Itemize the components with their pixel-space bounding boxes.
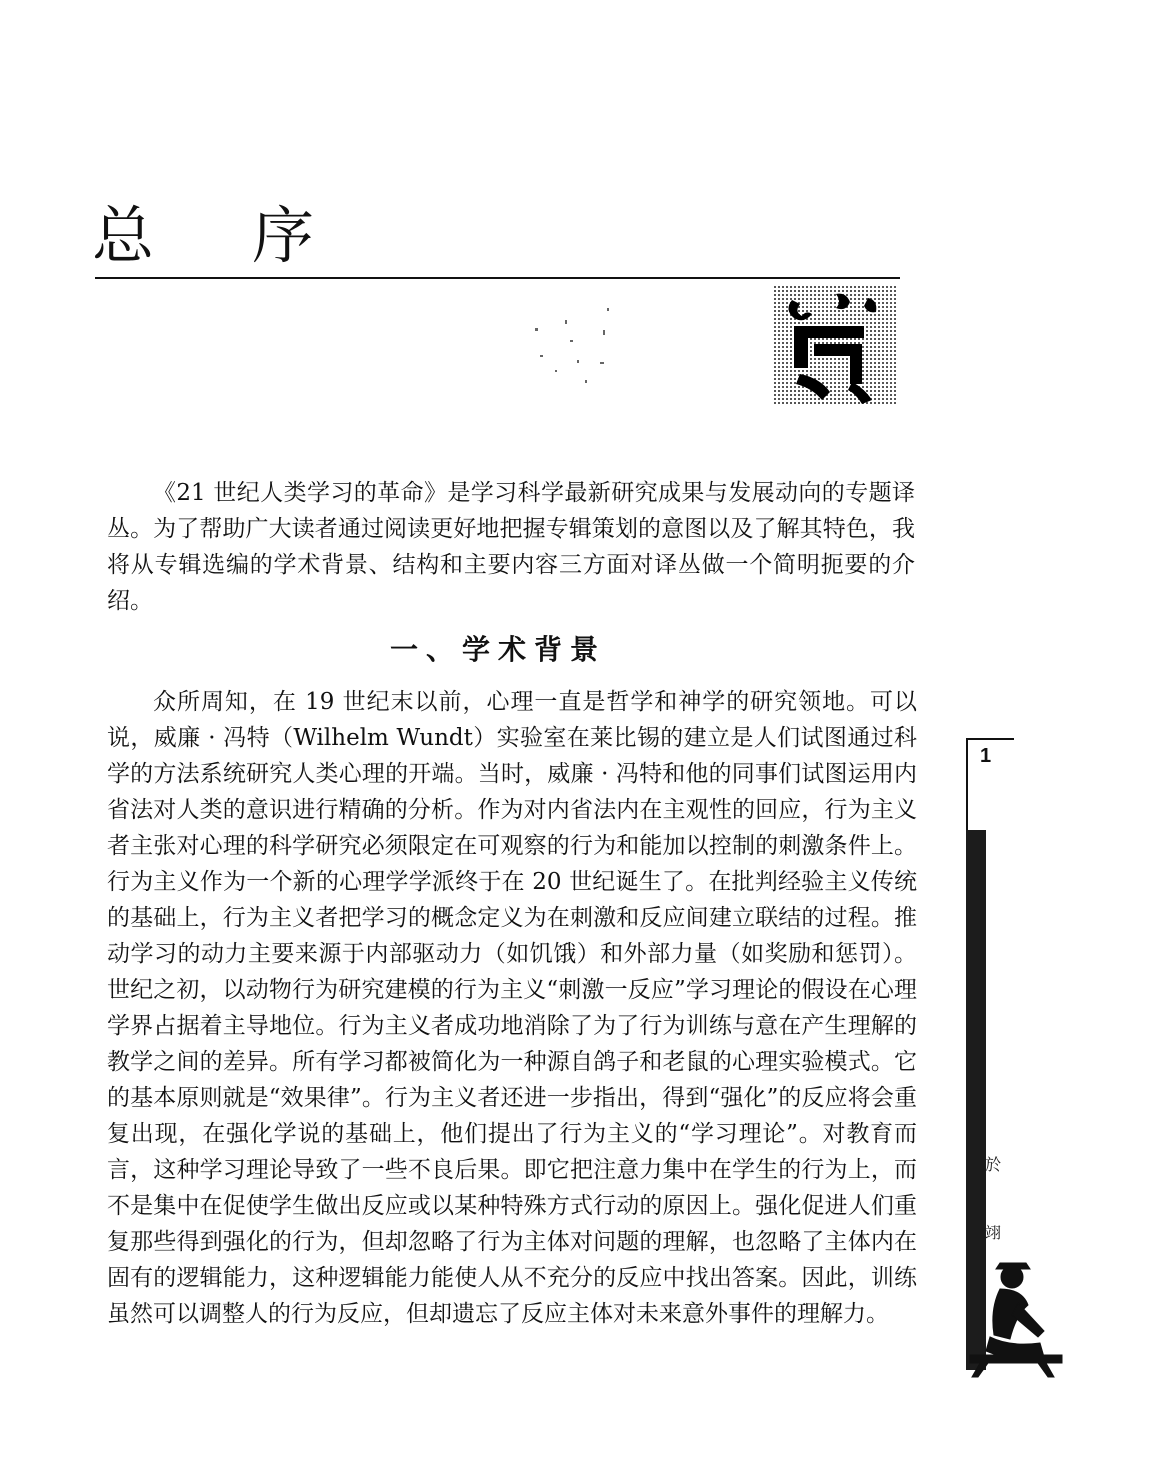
title-rule bbox=[95, 277, 900, 279]
page-number: 1 bbox=[980, 745, 992, 767]
title-char-1: 总 bbox=[92, 199, 155, 272]
title-char-2: 序 bbox=[252, 199, 315, 272]
section-paragraph: 众所周知，在 19 世纪末以前，心理一直是哲学和神学的研究领地。可以说，威廉 · 冯特（Wilhelm Wundt）实验室在莱比锡的建立是人们试图通过科学的方法系统研究人类心理的开端。当时，威廉 · 冯特和他的同事们试图运用内省法对人类的意识进行精确的分析。作为对内省法内在主观性的回应，行为主义者主张对心理的科学研究必须限定在可观察的行为和能加以控制的刺激条件上。行为主义作为一个新的心理学学派终于在 20 世纪诞生了。在批判经验主义传统的基础上，行为主义者把学习的概念定义为在刺激和反应间建立联结的过程。推动学习的动力主要来源于内部驱动力（如饥饿）和外部力量（如奖励和惩罚）。世纪之初，以动物行为研究建模的行为主义“刺激一反应”学习理论的假设在心理学界占据着主导地位。行为主义者成功地消除了为了行为训练与意在产生理解的教学之间的差异。所有学习都被简化为一种源自鸽子和老鼠的心理实验模式。它的基本原则就是“效果律”。行为主义者还进一步指出，得到“强化”的反应将会重复出现，在强化学说的基础上，他们提出了行为主义的“学习理论”。对教育而言，这种学习理论导致了一些不良后果。即它把注意力集中在学生的行为上，而不是集中在促使学生做出反应或以某种特殊方式行动的原因上。强化促进人们重复那些得到强化的行为，但却忽略了行为主体对问题的理解，也忽略了主体内在固有的逻辑能力，这种逻辑能力能使人从不充分的反应中找出答案。因此，训练虽然可以调整人的行为反应，但却遗忘了反应主体对未来意外事件的理解力。 bbox=[107, 689, 917, 1327]
sidebar-top-rule bbox=[966, 738, 1014, 740]
sidebar-char-1: 於 bbox=[985, 1155, 1002, 1174]
sidebar-char-2: 翊 bbox=[985, 1223, 1002, 1242]
section-heading: 一、学术背景 bbox=[390, 633, 607, 666]
decorative-specks bbox=[525, 300, 625, 390]
page-title bbox=[92, 200, 912, 272]
reading-figure-illustration bbox=[960, 1255, 1070, 1380]
intro-paragraph: 《21 世纪人类学习的革命》是学习科学最新研究成果与发展动向的专题译丛。为了帮助广大读者通过阅读更好地把握专辑策划的意图以及了解其特色，我将从专辑选编的学术背景、结构和主要内容三方面对译丛做一个简明扼要的介绍。 bbox=[107, 480, 915, 614]
sidebar-vertical-rule bbox=[966, 738, 968, 833]
decorative-seal-glyph bbox=[770, 282, 900, 410]
